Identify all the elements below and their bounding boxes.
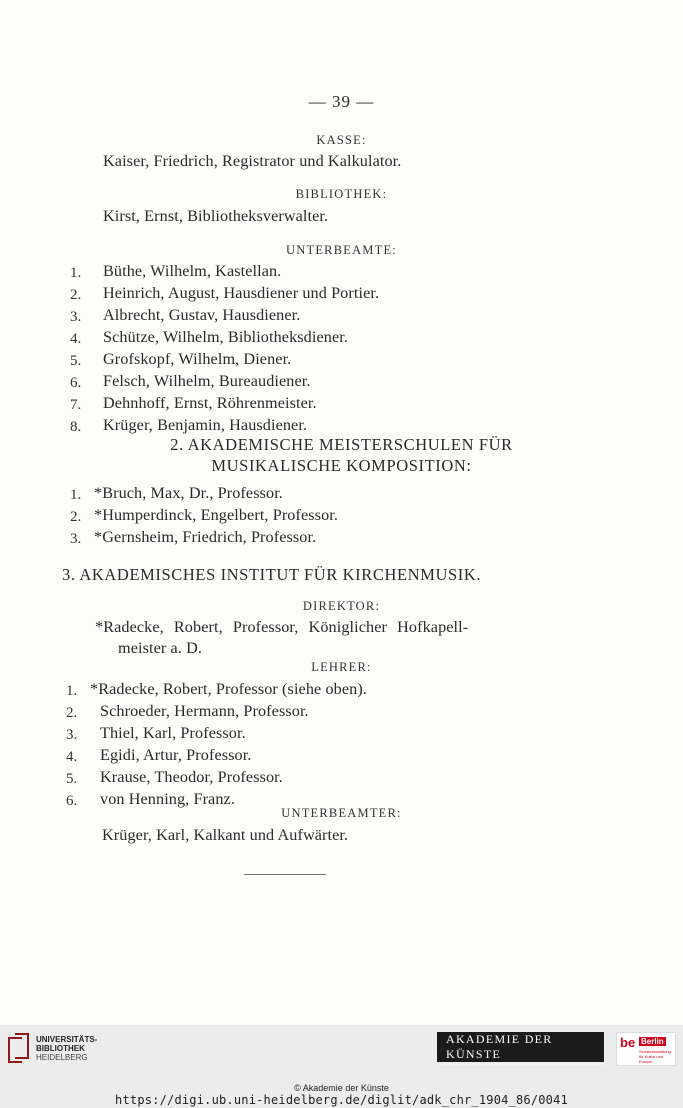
section-2-title-line1: 2. AKADEMISCHE MEISTERSCHULEN FÜR bbox=[170, 435, 513, 454]
list-item: Heinrich, August, Hausdiener und Portier. bbox=[103, 284, 380, 302]
bibliothek-heading: BIBLIOTHEK: bbox=[295, 187, 388, 201]
list-item: Grofskopf, Wilhelm, Diener. bbox=[103, 350, 292, 368]
berlin-be-mark: be bbox=[620, 1035, 636, 1050]
list-number: 1. bbox=[66, 683, 78, 699]
list-number: 2. bbox=[66, 705, 78, 721]
list-item: *Radecke, Robert, Professor (siehe oben). bbox=[90, 680, 367, 698]
list-item: Albrecht, Gustav, Hausdiener. bbox=[103, 306, 301, 324]
list-number: 5. bbox=[70, 353, 82, 369]
lehrer-heading: LEHRER: bbox=[311, 660, 372, 674]
list-item: Büthe, Wilhelm, Kastellan. bbox=[103, 262, 282, 280]
unterbeamter-heading: UNTERBEAMTER: bbox=[281, 806, 402, 820]
list-number: 1. bbox=[70, 487, 82, 503]
list-number: 3. bbox=[66, 727, 78, 743]
copyright-text: © Akademie der Künste bbox=[294, 1083, 389, 1093]
ub-logo-line1: UNIVERSITÄTS- bbox=[36, 1034, 98, 1044]
section-3-title: 3. AKADEMISCHES INSTITUT FÜR KIRCHENMUSIK. bbox=[62, 565, 482, 584]
list-number: 1. bbox=[70, 265, 82, 281]
list-number: 2. bbox=[70, 287, 82, 303]
direktor-entry-line2: meister a. D. bbox=[118, 639, 203, 657]
list-number: 6. bbox=[70, 375, 82, 391]
adk-badge-label: AKADEMIE DER KÜNSTE bbox=[436, 1029, 605, 1065]
ub-logo-line2: BIBLIOTHEK bbox=[36, 1043, 85, 1053]
viewer-footer bbox=[0, 1025, 683, 1108]
kasse-entry: Kaiser, Friedrich, Registrator und Kalkulator. bbox=[103, 152, 402, 170]
kasse-heading: KASSE: bbox=[316, 133, 367, 147]
list-item: Dehnhoff, Ernst, Röhrenmeister. bbox=[103, 394, 317, 412]
end-rule bbox=[244, 874, 326, 875]
list-item: Schroeder, Hermann, Professor. bbox=[100, 702, 309, 720]
list-item: Krüger, Benjamin, Hausdiener. bbox=[103, 416, 308, 434]
section-2-title-line2: MUSIKALISCHE KOMPOSITION: bbox=[211, 456, 472, 475]
list-item: *Humperdinck, Engelbert, Professor. bbox=[94, 506, 339, 524]
list-number: 7. bbox=[70, 397, 82, 413]
list-number: 8. bbox=[70, 419, 82, 435]
list-number: 3. bbox=[70, 309, 82, 325]
list-number: 5. bbox=[66, 771, 78, 787]
ub-emblem-icon bbox=[6, 1031, 30, 1065]
ub-logo-line3: HEIDELBERG bbox=[36, 1052, 88, 1062]
permalink-url[interactable]: https://digi.ub.uni-heidelberg.de/diglit/adk_chr_1904_86/0041 bbox=[115, 1093, 568, 1107]
unterbeamter-entry: Krüger, Karl, Kalkant und Aufwärter. bbox=[102, 826, 349, 844]
direktor-heading: DIREKTOR: bbox=[302, 599, 381, 613]
list-number: 4. bbox=[66, 749, 78, 765]
unterbeamte-heading: UNTERBEAMTE: bbox=[286, 243, 397, 257]
list-number: 2. bbox=[70, 509, 82, 525]
list-item: Felsch, Wilhelm, Bureaudiener. bbox=[103, 372, 311, 390]
list-item: *Bruch, Max, Dr., Professor. bbox=[94, 484, 283, 502]
list-item: *Gernsheim, Friedrich, Professor. bbox=[94, 528, 317, 546]
berlin-subtext: Senatsverwaltung für Kultur und Europa bbox=[639, 1049, 671, 1064]
bibliothek-entry: Kirst, Ernst, Bibliotheksverwalter. bbox=[103, 207, 329, 225]
list-number: 4. bbox=[70, 331, 82, 347]
list-number: 3. bbox=[70, 531, 82, 547]
list-item: Krause, Theodor, Professor. bbox=[100, 768, 283, 786]
list-item: von Henning, Franz. bbox=[100, 790, 235, 808]
list-item: Egidi, Artur, Professor. bbox=[100, 746, 252, 764]
list-number: 6. bbox=[66, 793, 78, 809]
page-number: — 39 — bbox=[308, 92, 375, 111]
berlin-senate-logo[interactable] bbox=[616, 1032, 676, 1066]
berlin-tag: Berlin bbox=[641, 1037, 664, 1046]
direktor-entry-line1: *Radecke, Robert, Professor, Königlicher Hofkapell- bbox=[95, 618, 469, 636]
list-item: Thiel, Karl, Professor. bbox=[100, 724, 246, 742]
akademie-der-kuenste-logo[interactable] bbox=[436, 1032, 605, 1062]
ub-heidelberg-logo[interactable] bbox=[6, 1029, 97, 1067]
list-item: Schütze, Wilhelm, Bibliotheksdiener. bbox=[103, 328, 348, 346]
